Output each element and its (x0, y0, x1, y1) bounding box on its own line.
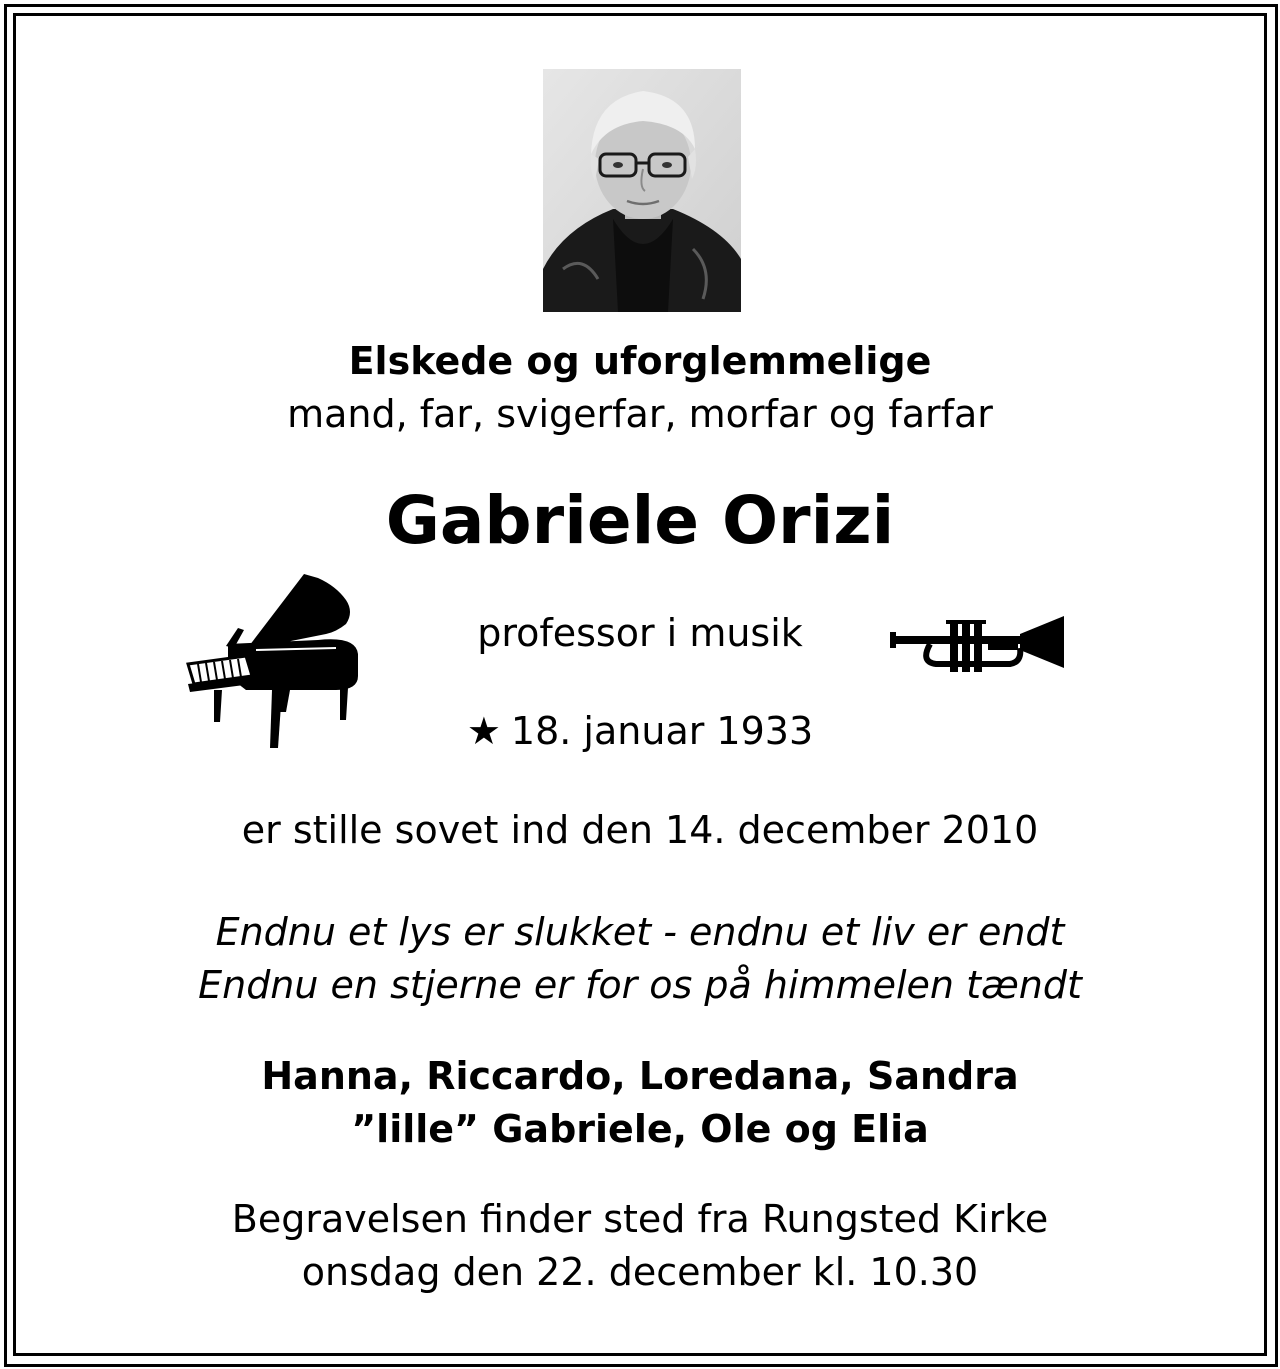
verse-line-1: Endnu et lys er slukket - endnu et liv er endt (215, 910, 1065, 954)
verse-line-2: Endnu en stjerne er for os på himmelen tændt (198, 963, 1082, 1007)
death-date: er stille sovet ind den 14. december 2010 (241, 808, 1039, 852)
birth-date: 18. januar 1933 (510, 709, 814, 753)
deceased-name: Gabriele Orizi (385, 482, 895, 559)
family-line-1: Hanna, Riccardo, Loredana, Sandra (261, 1054, 1019, 1098)
family-line-2: ”lille” Gabriele, Ole og Elia (351, 1107, 929, 1151)
funeral-line-1: Begravelsen finder sted fra Rungsted Kirke (231, 1197, 1049, 1241)
profession: professor i musik (477, 611, 803, 655)
funeral-line-2: onsdag den 22. december kl. 10.30 (301, 1250, 979, 1294)
birth-date-line (0, 705, 1280, 757)
lead-relations: mand, far, svigerfar, morfar og farfar (287, 392, 993, 436)
star-icon: ★ (466, 709, 501, 753)
lead-heading: Elskede og uforglemmelige (348, 339, 932, 383)
trumpet-icon (890, 612, 1068, 674)
portrait-photo (543, 69, 741, 312)
